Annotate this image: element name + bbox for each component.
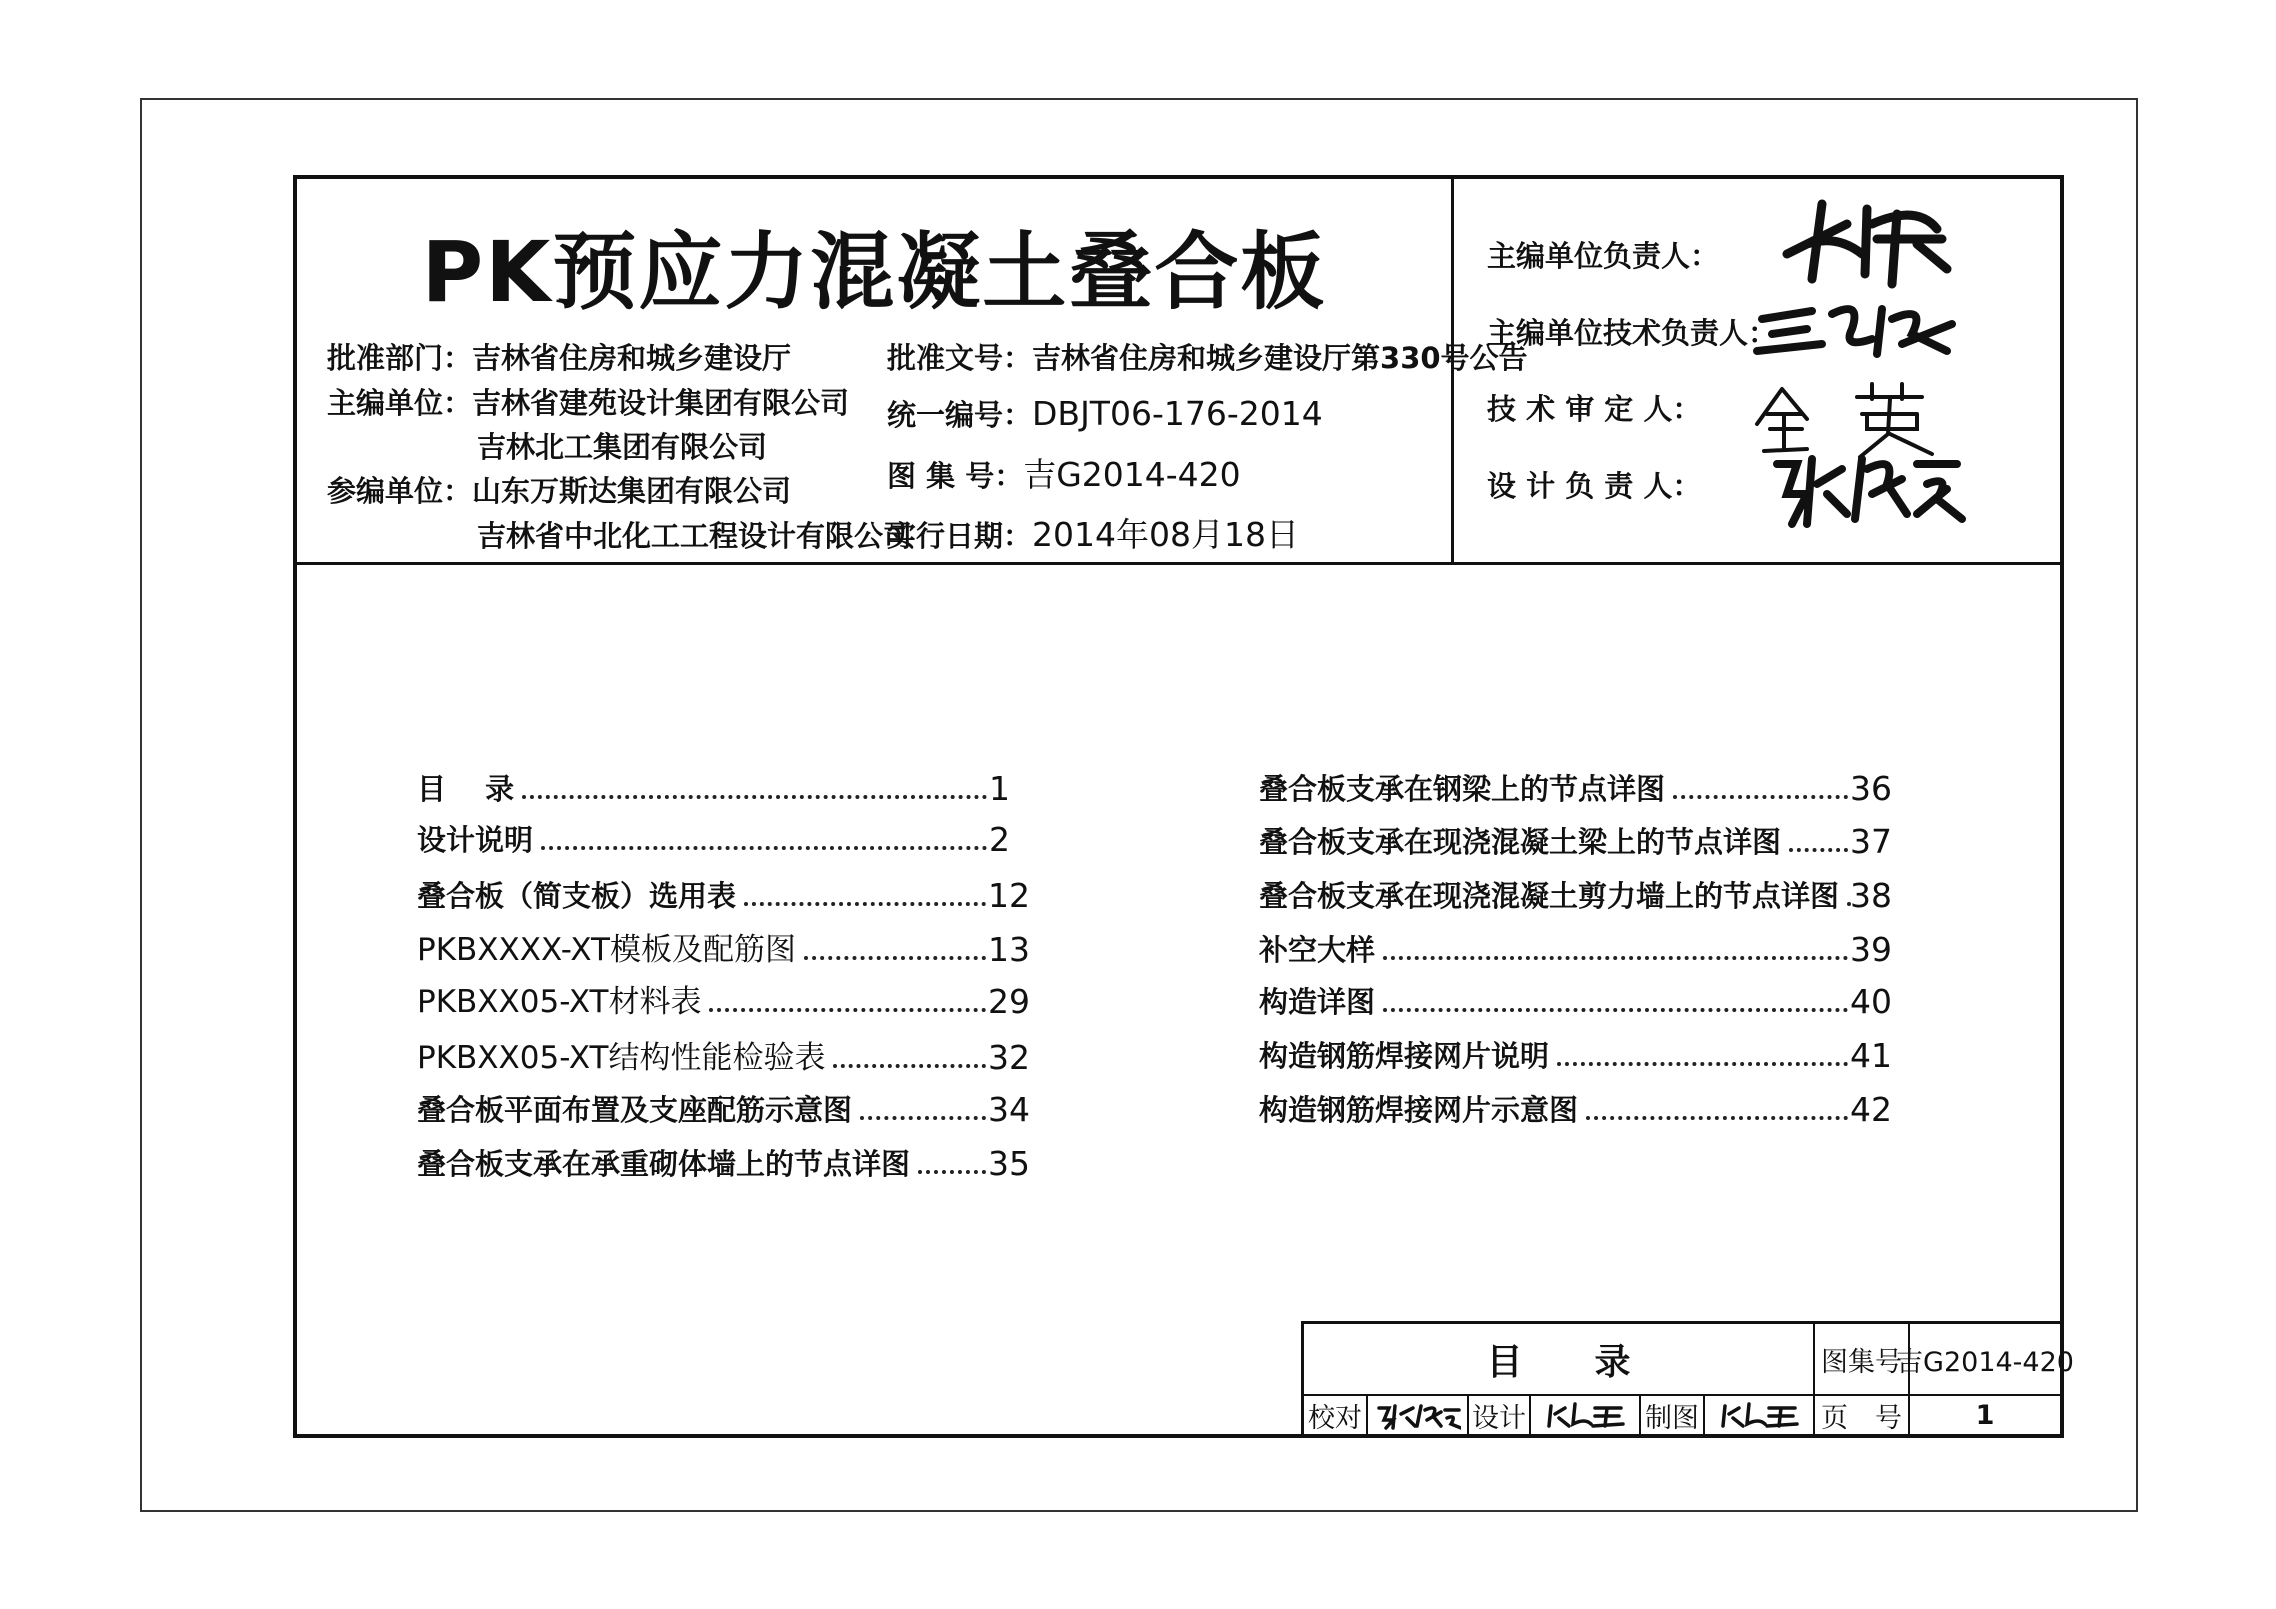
title-block bbox=[1301, 1321, 2074, 1434]
toc-item-label: 叠合板支承在现浇混凝土剪力墙上的节点详图 bbox=[1259, 879, 1840, 913]
toc-item-page: 34 bbox=[988, 1090, 1030, 1129]
toc-item[interactable] bbox=[1259, 1031, 1892, 1075]
signer-tech-review bbox=[1487, 387, 1701, 428]
toc-leader bbox=[833, 1064, 986, 1068]
toc-item[interactable] bbox=[417, 871, 1030, 915]
co-unit-value-1: 山东万斯达集团有限公司 bbox=[472, 474, 792, 508]
toc-item-label: 叠合板支承在钢梁上的节点详图 bbox=[1259, 772, 1666, 806]
toc-item-page: 1 bbox=[989, 769, 1010, 808]
toc-item-page: 40 bbox=[1850, 982, 1892, 1021]
toc-item-page: 35 bbox=[988, 1144, 1030, 1183]
toc-leader bbox=[1586, 1116, 1848, 1120]
toc-item-label: 叠合板支承在承重砌体墙上的节点详图 bbox=[417, 1147, 911, 1181]
signer-tech-chief-label: 主编单位技术负责人： bbox=[1487, 316, 1778, 350]
toc-leader bbox=[1383, 956, 1848, 960]
toc-leader bbox=[1789, 848, 1848, 852]
co-unit-label: 参编单位： bbox=[327, 474, 473, 508]
signer-chief-unit-label: 主编单位负责人： bbox=[1487, 239, 1720, 273]
toc-item[interactable] bbox=[1259, 977, 1892, 1021]
approval-doc-row bbox=[887, 336, 1528, 377]
toc-leader bbox=[918, 1170, 986, 1174]
toc-leader bbox=[804, 956, 986, 960]
page-no-label: 页 号 bbox=[1815, 1396, 1910, 1434]
check-signature bbox=[1368, 1396, 1469, 1434]
unified-code-label: 统一编号： bbox=[887, 398, 1033, 432]
toc-item[interactable] bbox=[417, 925, 1030, 969]
toc-item-page: 13 bbox=[988, 930, 1030, 969]
design-signature bbox=[1531, 1396, 1641, 1434]
toc-item[interactable] bbox=[1259, 871, 1892, 915]
co-unit-row-2 bbox=[477, 514, 912, 555]
toc-item[interactable] bbox=[417, 815, 1010, 859]
toc-leader bbox=[522, 795, 987, 799]
toc-leader bbox=[541, 846, 987, 850]
signature-tech-chief bbox=[1752, 289, 1962, 369]
toc-item-page: 39 bbox=[1850, 930, 1892, 969]
cover-header bbox=[297, 179, 2060, 565]
signer-design-lead bbox=[1487, 464, 1701, 505]
atlas-no-value: 吉G2014-420 bbox=[1023, 455, 1241, 494]
toc-item-page: 32 bbox=[988, 1038, 1030, 1077]
effective-date-row bbox=[887, 509, 1299, 556]
toc-leader bbox=[1383, 1008, 1848, 1012]
toc-item[interactable] bbox=[1259, 764, 1892, 808]
toc-leader bbox=[1673, 795, 1848, 799]
unified-code-value: DBJT06-176-2014 bbox=[1032, 394, 1323, 433]
toc-item-page: 38 bbox=[1850, 876, 1892, 915]
signer-tech-chief bbox=[1487, 311, 1777, 352]
approval-dept-row bbox=[327, 336, 791, 377]
atlas-no-row bbox=[887, 449, 1241, 496]
toc-item-label: 补空大样 bbox=[1259, 933, 1376, 967]
toc-leader bbox=[709, 1008, 986, 1012]
signer-tech-review-label: 技 术 审 定 人： bbox=[1487, 392, 1702, 426]
toc-item-label: PKBXX05-XT材料表 bbox=[417, 984, 702, 1020]
check-label: 校对 bbox=[1304, 1396, 1368, 1434]
signature-chief-unit bbox=[1767, 184, 1957, 294]
sheet-title: 目 录 bbox=[1304, 1324, 1815, 1394]
toc-item-label: 构造钢筋焊接网片示意图 bbox=[1259, 1093, 1579, 1127]
chief-unit-row bbox=[327, 381, 849, 422]
atlas-no-label-cell: 图集号 bbox=[1815, 1324, 1910, 1394]
approval-doc-label: 批准文号： bbox=[887, 341, 1033, 375]
toc-item[interactable] bbox=[417, 1139, 1030, 1183]
toc-item-label: PKBXX05-XT结构性能检验表 bbox=[417, 1040, 826, 1076]
toc-item[interactable] bbox=[1259, 1085, 1892, 1129]
toc-item[interactable] bbox=[417, 1085, 1030, 1129]
approval-dept-label: 批准部门： bbox=[327, 341, 473, 375]
chief-unit-value-1: 吉林省建苑设计集团有限公司 bbox=[472, 386, 850, 420]
toc-item[interactable] bbox=[417, 977, 1030, 1021]
atlas-no-value-cell: 吉G2014-420 bbox=[1896, 1346, 2074, 1378]
toc-item-label: 叠合板支承在现浇混凝土梁上的节点详图 bbox=[1259, 825, 1782, 859]
unified-code-row bbox=[887, 393, 1323, 434]
chief-unit-value-2: 吉林北工集团有限公司 bbox=[477, 430, 768, 464]
signer-chief-unit bbox=[1487, 234, 1719, 275]
toc-item-page: 12 bbox=[988, 876, 1030, 915]
toc-item[interactable] bbox=[1259, 925, 1892, 969]
toc-item-page: 42 bbox=[1850, 1090, 1892, 1129]
toc-leader bbox=[744, 902, 986, 906]
toc-item-label: 叠合板平面布置及支座配筋示意图 bbox=[417, 1093, 853, 1127]
signer-design-lead-label: 设 计 负 责 人： bbox=[1487, 469, 1702, 503]
toc-item-label: 构造详图 bbox=[1259, 985, 1376, 1019]
approval-dept-value: 吉林省住房和城乡建设厅 bbox=[472, 341, 792, 375]
chief-unit-label: 主编单位： bbox=[327, 386, 473, 420]
draw-signature bbox=[1705, 1396, 1815, 1434]
toc-item-label: PKBXXXX-XT模板及配筋图 bbox=[417, 932, 796, 968]
co-unit-value-2: 吉林省中北化工工程设计有限公司 bbox=[477, 519, 913, 553]
toc-item-label: 构造钢筋焊接网片说明 bbox=[1259, 1039, 1550, 1073]
page-no-value: 1 bbox=[1975, 1399, 1995, 1431]
toc-item-page: 37 bbox=[1850, 822, 1892, 861]
atlas-no-label: 图 集 号： bbox=[887, 459, 1024, 493]
toc-item-label: 设计说明 bbox=[417, 823, 534, 857]
toc-item-page: 2 bbox=[989, 820, 1010, 859]
effective-date-value: 2014年08月18日 bbox=[1032, 515, 1299, 554]
draw-label: 制图 bbox=[1641, 1396, 1705, 1434]
drawing-frame bbox=[293, 175, 2074, 1438]
toc-leader bbox=[1557, 1062, 1848, 1066]
approval-doc-value: 吉林省住房和城乡建设厅第330号公告 bbox=[1032, 341, 1528, 375]
toc-item-page: 41 bbox=[1850, 1036, 1892, 1075]
toc-item[interactable] bbox=[417, 1033, 1030, 1077]
atlas-title: PK预应力混凝土叠合板 bbox=[421, 223, 1327, 321]
toc-item-page: 29 bbox=[988, 982, 1030, 1021]
toc-item-page: 36 bbox=[1850, 769, 1892, 808]
effective-date-label: 实行日期： bbox=[887, 519, 1033, 553]
co-unit-row bbox=[327, 469, 791, 510]
signature-design-lead bbox=[1767, 444, 1967, 529]
toc-leader bbox=[860, 1116, 986, 1120]
toc-item-label: 目 录 bbox=[417, 772, 515, 806]
chief-unit-row-2 bbox=[477, 425, 767, 466]
design-label: 设计 bbox=[1469, 1396, 1531, 1434]
toc-item-label: 叠合板（简支板）选用表 bbox=[417, 879, 737, 913]
toc-item[interactable] bbox=[417, 764, 1010, 808]
toc-item[interactable] bbox=[1259, 817, 1892, 861]
